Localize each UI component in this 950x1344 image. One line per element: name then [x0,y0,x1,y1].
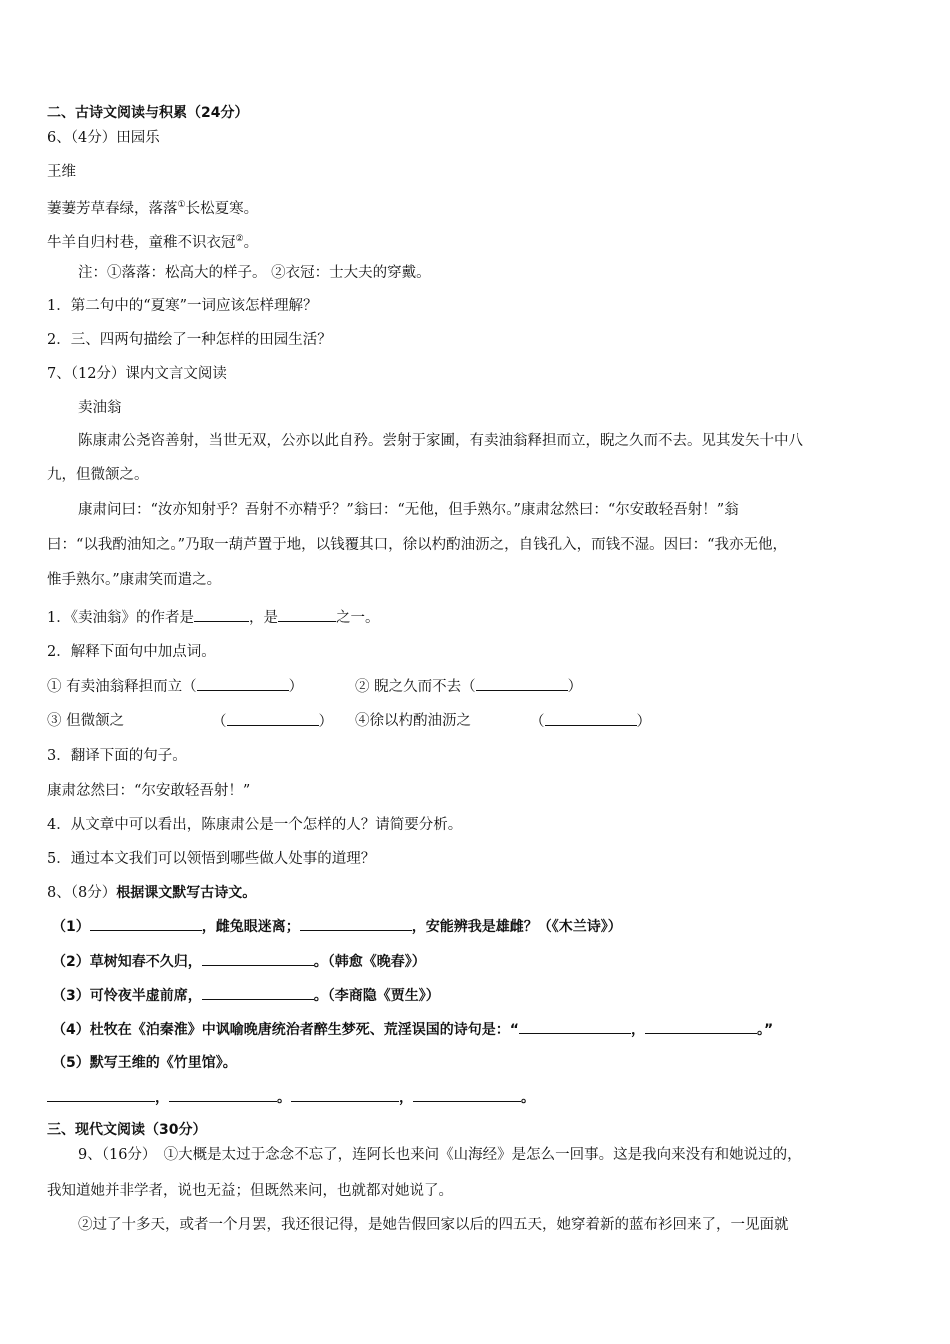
q9-line-3: ②过了十多天，或者一个月罢，我还很记得，是她告假回家以后的四五天，她穿着新的蓝布衫回来了，一见面就 [78,1217,789,1233]
answer-blank[interactable] [413,1087,521,1102]
passage-title: 卖油翁 [78,400,122,416]
q6-sub-2: 2．三、四两句描绘了一种怎样的田园生活？ [47,332,332,348]
answer-blank[interactable] [169,1087,277,1102]
q7-item-3-answer: （ ） [212,711,333,732]
answer-blank[interactable] [545,711,637,726]
poem-line-1: 萋萋芳草春绿，落落①长松夏寒。 [47,200,259,217]
q8-line-5: （5）默写王维的《竹里馆》。 [52,1055,237,1071]
poem-note: 注：①落落：松高大的样子。 ②衣冠：士大夫的穿戴。 [78,265,431,281]
answer-blank[interactable] [519,1019,631,1034]
q7-sub-1: 1．《卖油翁》的作者是 ，是 之一。 [47,607,379,628]
question-7-title: 7、（12分）课内文言文阅读 [47,366,227,382]
q8-line-1: （1） ，雌兔眼迷离； ，安能辨我是雄雌？（《木兰诗》） [52,916,622,937]
q7-item-1: ① 有卖油翁释担而立（ ） [47,676,303,697]
answer-blank[interactable] [197,676,289,691]
answer-blank[interactable] [90,916,202,931]
q7-sub-3: 3．翻译下面的句子。 [47,748,187,764]
q9-line-1: 9、（16分） ①大概是太过于念念不忘了，连阿长也来问《山海经》是怎么一回事。这是我向来没有和她说过的， [78,1147,802,1163]
answer-blank[interactable] [300,916,412,931]
q7-sub-2: 2．解释下面句中加点词。 [47,644,216,660]
passage-para2-line3: 惟手熟尔。”康肃笑而遣之。 [47,572,222,588]
q7-item-4-answer: （ ） [530,711,651,732]
q7-sub-5: 5．通过本文我们可以领悟到哪些做人处事的道理？ [47,851,376,867]
passage-para1-line2: 九，但微颔之。 [47,467,149,483]
question-8-title: 8、（8分）根据课文默写古诗文。 [47,885,257,901]
question-6-title: 6、（4分）田园乐 [47,130,160,146]
passage-para2-line2: 曰：“以我酌油知之。”乃取一葫芦置于地，以钱覆其口，徐以杓酌油沥之，自钱孔入，而钱不湿。因曰：“我亦无他， [47,537,787,553]
answer-blank[interactable] [645,1019,757,1034]
q7-item-4: ④徐以杓酌油沥之 [355,713,471,729]
answer-blank[interactable] [47,1087,155,1102]
answer-blank[interactable] [476,676,568,691]
q8-line-4: （4）杜牧在《泊秦淮》中讽喻晚唐统治者醉生梦死、荒淫误国的诗句是：“ ， 。” [52,1019,773,1040]
q8-line-6: ， 。 ， 。 [47,1087,535,1108]
footnote-mark-2: ② [235,234,244,244]
answer-blank[interactable] [202,951,314,966]
q6-sub-1: 1．第二句中的“夏寒”一词应该怎样理解？ [47,298,318,314]
passage-para1-line1: 陈康肃公尧咨善射，当世无双，公亦以此自矜。尝射于家圃，有卖油翁释担而立，睨之久而不去。见其发矢十中八 [78,433,803,449]
q7-sentence: 康肃忿然曰：“尔安敢轻吾射！” [47,783,251,799]
q7-item-2: ② 睨之久而不去（ ） [355,676,582,697]
footnote-mark-1: ① [177,200,186,210]
poem-author: 王维 [47,164,76,180]
q8-line-2: （2）草树知春不久归， 。（韩愈《晚春》） [52,951,426,972]
poem-line-2: 牛羊自归村巷，童稚不识衣冠②。 [47,234,259,251]
section-heading-2: 二、古诗文阅读与积累（24分） [47,105,249,121]
answer-blank[interactable] [202,985,314,1000]
q7-item-3: ③ 但微颔之 [47,713,125,729]
answer-blank[interactable] [227,711,319,726]
answer-blank[interactable] [194,607,249,622]
q7-sub-4: 4．从文章中可以看出，陈康肃公是一个怎样的人？请简要分析。 [47,817,463,833]
section-heading-3: 三、现代文阅读（30分） [47,1122,207,1138]
passage-para2-line1: 康肃问曰：“汝亦知射乎？吾射不亦精乎？”翁曰：“无他，但手熟尔。”康肃忿然曰：“尔安敢轻吾射！”翁 [78,502,739,518]
q8-line-3: （3）可怜夜半虚前席， 。（李商隐《贾生》） [52,985,440,1006]
answer-blank[interactable] [291,1087,399,1102]
answer-blank[interactable] [278,607,336,622]
q9-line-2: 我知道她并非学者，说也无益；但既然来问，也就都对她说了。 [47,1183,453,1199]
